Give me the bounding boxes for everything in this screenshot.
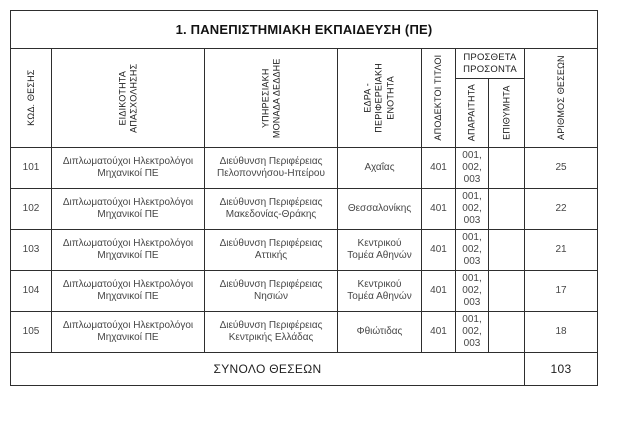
col-header-positions-count	[525, 49, 598, 148]
cell-seat: Φθιώτιδας	[338, 312, 422, 353]
vertical-text-wrap	[11, 49, 51, 147]
col-header-code-label: ΚΩΔ. ΘΕΣΗΣ	[25, 69, 36, 127]
total-value: 103	[525, 353, 598, 386]
col-header-extra-qualifications-group: ΠΡΟΣΘΕΤΑ ΠΡΟΣΟΝΤΑ	[456, 49, 525, 79]
cell-position-code: 101	[11, 148, 52, 189]
cell-position-code: 104	[11, 271, 52, 312]
cell-seat: Θεσσαλονίκης	[338, 189, 422, 230]
cell-desired-qualifications	[489, 230, 525, 271]
vertical-text-wrap	[52, 49, 204, 147]
cell-required-qualifications: 001, 002, 003	[456, 189, 489, 230]
cell-specialty: Διπλωματούχοι Ηλεκτρολόγοι Μηχανικοί ΠΕ	[52, 230, 205, 271]
total-row	[11, 353, 598, 386]
vertical-text-wrap	[525, 49, 597, 147]
cell-service-unit: Διεύθυνση Περιφέρειας Πελοποννήσου-Ηπείρου	[205, 148, 338, 189]
col-header-code	[11, 49, 52, 148]
col-header-desired	[489, 79, 525, 148]
col-header-titles	[422, 49, 456, 148]
cell-service-unit: Διεύθυνση Περιφέρειας Μακεδονίας-Θράκης	[205, 189, 338, 230]
cell-position-code: 105	[11, 312, 52, 353]
col-header-positions-count-label: ΑΡΙΘΜΟΣ ΘΕΣΕΩΝ	[555, 55, 566, 141]
col-header-specialty	[52, 49, 205, 148]
table-row	[11, 271, 598, 312]
cell-position-code: 103	[11, 230, 52, 271]
cell-seat: Αχαΐας	[338, 148, 422, 189]
vertical-text-wrap	[489, 80, 524, 146]
cell-desired-qualifications	[489, 189, 525, 230]
cell-desired-qualifications	[489, 148, 525, 189]
col-header-desired-label: ΕΠΙΘΥΜΗΤΑ	[500, 85, 511, 141]
table-row	[11, 148, 598, 189]
cell-specialty: Διπλωματούχοι Ηλεκτρολόγοι Μηχανικοί ΠΕ	[52, 189, 205, 230]
cell-service-unit: Διεύθυνση Περιφέρειας Αττικής	[205, 230, 338, 271]
cell-service-unit: Διεύθυνση Περιφέρειας Κεντρικής Ελλάδας	[205, 312, 338, 353]
col-header-seat	[338, 49, 422, 148]
table-row	[11, 230, 598, 271]
header-row-top	[11, 49, 598, 79]
table-row	[11, 189, 598, 230]
cell-specialty: Διπλωματούχοι Ηλεκτρολόγοι Μηχανικοί ΠΕ	[52, 312, 205, 353]
cell-required-qualifications: 001, 002, 003	[456, 230, 489, 271]
table-row	[11, 312, 598, 353]
positions-table	[10, 10, 598, 386]
vertical-text-wrap	[422, 49, 455, 147]
col-header-unit-label: ΥΠΗΡΕΣΙΑΚΗ ΜΟΝΑΔΑ ΔΕΔΔΗΕ	[259, 58, 281, 138]
col-header-specialty-label: ΕΙΔΙΚΟΤΗΤΑ ΑΠΑΣΧΟΛΗΣΗΣ	[116, 63, 138, 133]
cell-seat: Κεντρικού Τομέα Αθηνών	[338, 271, 422, 312]
col-header-titles-label: ΑΠΟΔΕΚΤΟΙ ΤΙΤΛΟΙ	[432, 55, 443, 141]
cell-positions-count: 21	[525, 230, 598, 271]
cell-desired-qualifications	[489, 312, 525, 353]
vertical-text-wrap	[338, 49, 421, 147]
cell-seat: Κεντρικού Τομέα Αθηνών	[338, 230, 422, 271]
cell-specialty: Διπλωματούχοι Ηλεκτρολόγοι Μηχανικοί ΠΕ	[52, 148, 205, 189]
cell-required-qualifications: 001, 002, 003	[456, 148, 489, 189]
document-page	[0, 10, 617, 422]
cell-accepted-titles: 401	[422, 189, 456, 230]
cell-positions-count: 22	[525, 189, 598, 230]
col-header-required	[456, 79, 489, 148]
cell-positions-count: 18	[525, 312, 598, 353]
cell-service-unit: Διεύθυνση Περιφέρειας Νησιών	[205, 271, 338, 312]
vertical-text-wrap	[456, 80, 488, 146]
col-header-unit	[205, 49, 338, 148]
col-header-seat-label: ΕΔΡΑ - ΠΕΡΙΦΕΡΕΙΑΚΗ ΕΝΟΤΗΤΑ	[362, 63, 396, 133]
cell-accepted-titles: 401	[422, 271, 456, 312]
cell-position-code: 102	[11, 189, 52, 230]
cell-accepted-titles: 401	[422, 312, 456, 353]
section-title: 1. ΠΑΝΕΠΙΣΤΗΜΙΑΚΗ ΕΚΠΑΙΔΕΥΣΗ (ΠΕ)	[11, 11, 598, 49]
cell-positions-count: 25	[525, 148, 598, 189]
cell-required-qualifications: 001, 002, 003	[456, 271, 489, 312]
cell-accepted-titles: 401	[422, 148, 456, 189]
title-row	[11, 11, 598, 49]
cell-positions-count: 17	[525, 271, 598, 312]
cell-desired-qualifications	[489, 271, 525, 312]
total-label: ΣΥΝΟΛΟ ΘΕΣΕΩΝ	[11, 353, 525, 386]
col-header-required-label: ΑΠΑΡΑΙΤΗΤΑ	[466, 84, 477, 142]
cell-required-qualifications: 001, 002, 003	[456, 312, 489, 353]
cell-specialty: Διπλωματούχοι Ηλεκτρολόγοι Μηχανικοί ΠΕ	[52, 271, 205, 312]
vertical-text-wrap	[205, 49, 337, 147]
cell-accepted-titles: 401	[422, 230, 456, 271]
